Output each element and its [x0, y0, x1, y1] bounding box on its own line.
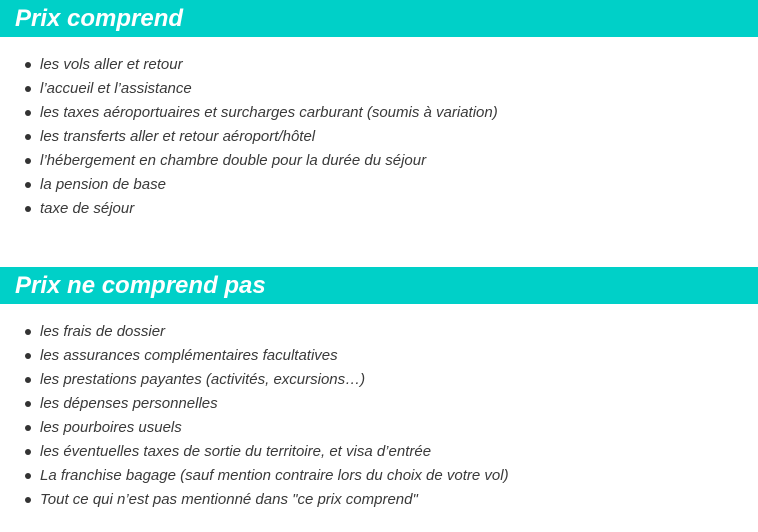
list-item [0, 53, 758, 77]
list-item [0, 368, 758, 392]
list-item-text: la pension de base [40, 176, 166, 193]
list-item-text: les frais de dossier [40, 323, 166, 340]
list-item [0, 173, 758, 197]
list-item [0, 464, 758, 488]
list-item [0, 197, 758, 221]
includes-section [0, 0, 758, 221]
bullet-icon [25, 182, 31, 188]
list-item-text: les pourboires usuels [40, 419, 182, 436]
list-item [0, 125, 758, 149]
bullet-icon [25, 62, 31, 68]
list-item-text: Tout ce qui n’est pas mentionné dans "ce prix comprend" [40, 491, 418, 508]
list-item-text: les taxes aéroportuaires et surcharges carburant (soumis à variation) [40, 104, 498, 121]
list-item [0, 149, 758, 173]
bullet-icon [25, 158, 31, 164]
bullet-icon [25, 206, 31, 212]
bullet-icon [25, 86, 31, 92]
list-item [0, 344, 758, 368]
list-item [0, 416, 758, 440]
list-item [0, 392, 758, 416]
excludes-section [0, 267, 758, 512]
list-item [0, 440, 758, 464]
includes-header: Prix comprend [0, 0, 758, 37]
bullet-icon [25, 353, 31, 359]
bullet-icon [25, 329, 31, 335]
list-item-text: taxe de séjour [40, 200, 135, 217]
list-item-text: les dépenses personnelles [40, 395, 218, 412]
bullet-icon [25, 134, 31, 140]
bullet-icon [25, 401, 31, 407]
bullet-icon [25, 497, 31, 503]
list-item [0, 320, 758, 344]
bullet-icon [25, 377, 31, 383]
excludes-list [0, 304, 758, 512]
list-item-text: l’accueil et l’assistance [40, 80, 192, 97]
bullet-icon [25, 110, 31, 116]
bullet-icon [25, 425, 31, 431]
includes-list [0, 37, 758, 221]
list-item-text: les assurances complémentaires facultatives [40, 347, 338, 364]
list-item-text: les prestations payantes (activités, excursions…) [40, 371, 366, 388]
list-item-text: les éventuelles taxes de sortie du territoire, et visa d’entrée [40, 443, 432, 460]
list-item [0, 488, 758, 512]
bullet-icon [25, 449, 31, 455]
list-item [0, 101, 758, 125]
list-item-text: les vols aller et retour [40, 56, 183, 73]
list-item-text: les transferts aller et retour aéroport/hôtel [40, 128, 316, 145]
list-item-text: La franchise bagage (sauf mention contraire lors du choix de votre vol) [40, 467, 509, 484]
list-item-text: l’hébergement en chambre double pour la durée du séjour [40, 152, 427, 169]
list-item [0, 77, 758, 101]
excludes-header: Prix ne comprend pas [0, 267, 758, 304]
bullet-icon [25, 473, 31, 479]
